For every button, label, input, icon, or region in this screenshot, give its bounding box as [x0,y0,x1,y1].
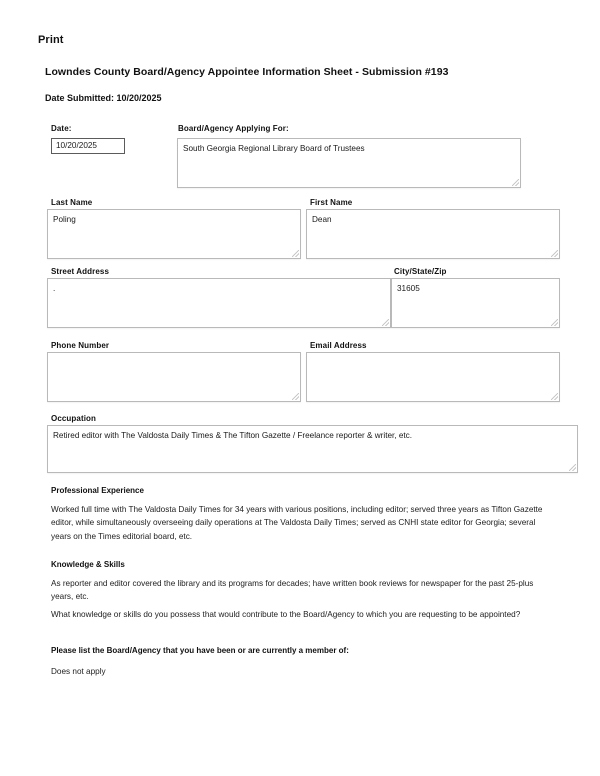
membership-body: Does not apply [51,667,106,676]
occupation-label: Occupation [51,414,97,423]
date-input[interactable]: 10/20/2025 [51,138,125,154]
street-address-label: Street Address [51,267,110,276]
email-address-label: Email Address [310,341,367,350]
board-agency-value: South Georgia Regional Library Board of Trustees [183,144,365,153]
city-state-zip-label: City/State/Zip [394,267,447,276]
print-button[interactable]: Print [38,34,64,46]
occupation-input[interactable] [47,425,578,473]
occupation-value: Retired editor with The Valdosta Daily Times & The Tifton Gazette / Freelance reporter & writer, etc. [53,431,413,440]
last-name-value: Poling [53,215,76,224]
city-state-zip-input[interactable] [391,278,560,328]
date-submitted-text: Date Submitted: 10/20/2025 [45,93,162,103]
date-label: Date: [51,124,72,133]
knowledge-skills-prompt: What knowledge or skills do you possess that would contribute to the Board/Agency to which you are requesting to be appointed? [51,610,521,619]
city-state-zip-value: 31605 [397,284,420,293]
knowledge-skills-body: As reporter and editor covered the library and its programs for decades; have written book reviews for newspaper for the past 25-plus years, etc. [51,579,534,602]
resize-handle-icon[interactable] [512,179,519,186]
last-name-input[interactable] [47,209,301,259]
resize-handle-icon[interactable] [551,319,558,326]
first-name-input[interactable] [306,209,560,259]
last-name-label: Last Name [51,198,93,207]
resize-handle-icon[interactable] [551,250,558,257]
email-address-input[interactable] [306,352,560,402]
resize-handle-icon[interactable] [292,393,299,400]
street-address-input[interactable] [47,278,391,328]
resize-handle-icon[interactable] [551,393,558,400]
page-title: Lowndes County Board/Agency Appointee Information Sheet - Submission #193 [45,66,449,78]
knowledge-skills-heading: Knowledge & Skills [51,560,125,569]
board-agency-label: Board/Agency Applying For: [178,124,289,133]
street-address-value: . [53,284,56,293]
first-name-value: Dean [312,215,332,224]
resize-handle-icon[interactable] [569,464,576,471]
resize-handle-icon[interactable] [292,250,299,257]
phone-number-input[interactable] [47,352,301,402]
resize-handle-icon[interactable] [382,319,389,326]
first-name-label: First Name [310,198,353,207]
board-agency-input[interactable] [177,138,521,188]
professional-experience-body: Worked full time with The Valdosta Daily Times for 34 years with various positions, including editor; served three years as Tifton Gazette editor, while simultaneously overseeing daily operations at The Valdosta Daily Times; served as CNHI state editor for Georgia; several years on the Times editorial board, etc. [51,505,543,541]
phone-number-label: Phone Number [51,341,110,350]
membership-heading: Please list the Board/Agency that you have been or are currently a member of: [51,646,349,655]
professional-experience-heading: Professional Experience [51,486,144,495]
